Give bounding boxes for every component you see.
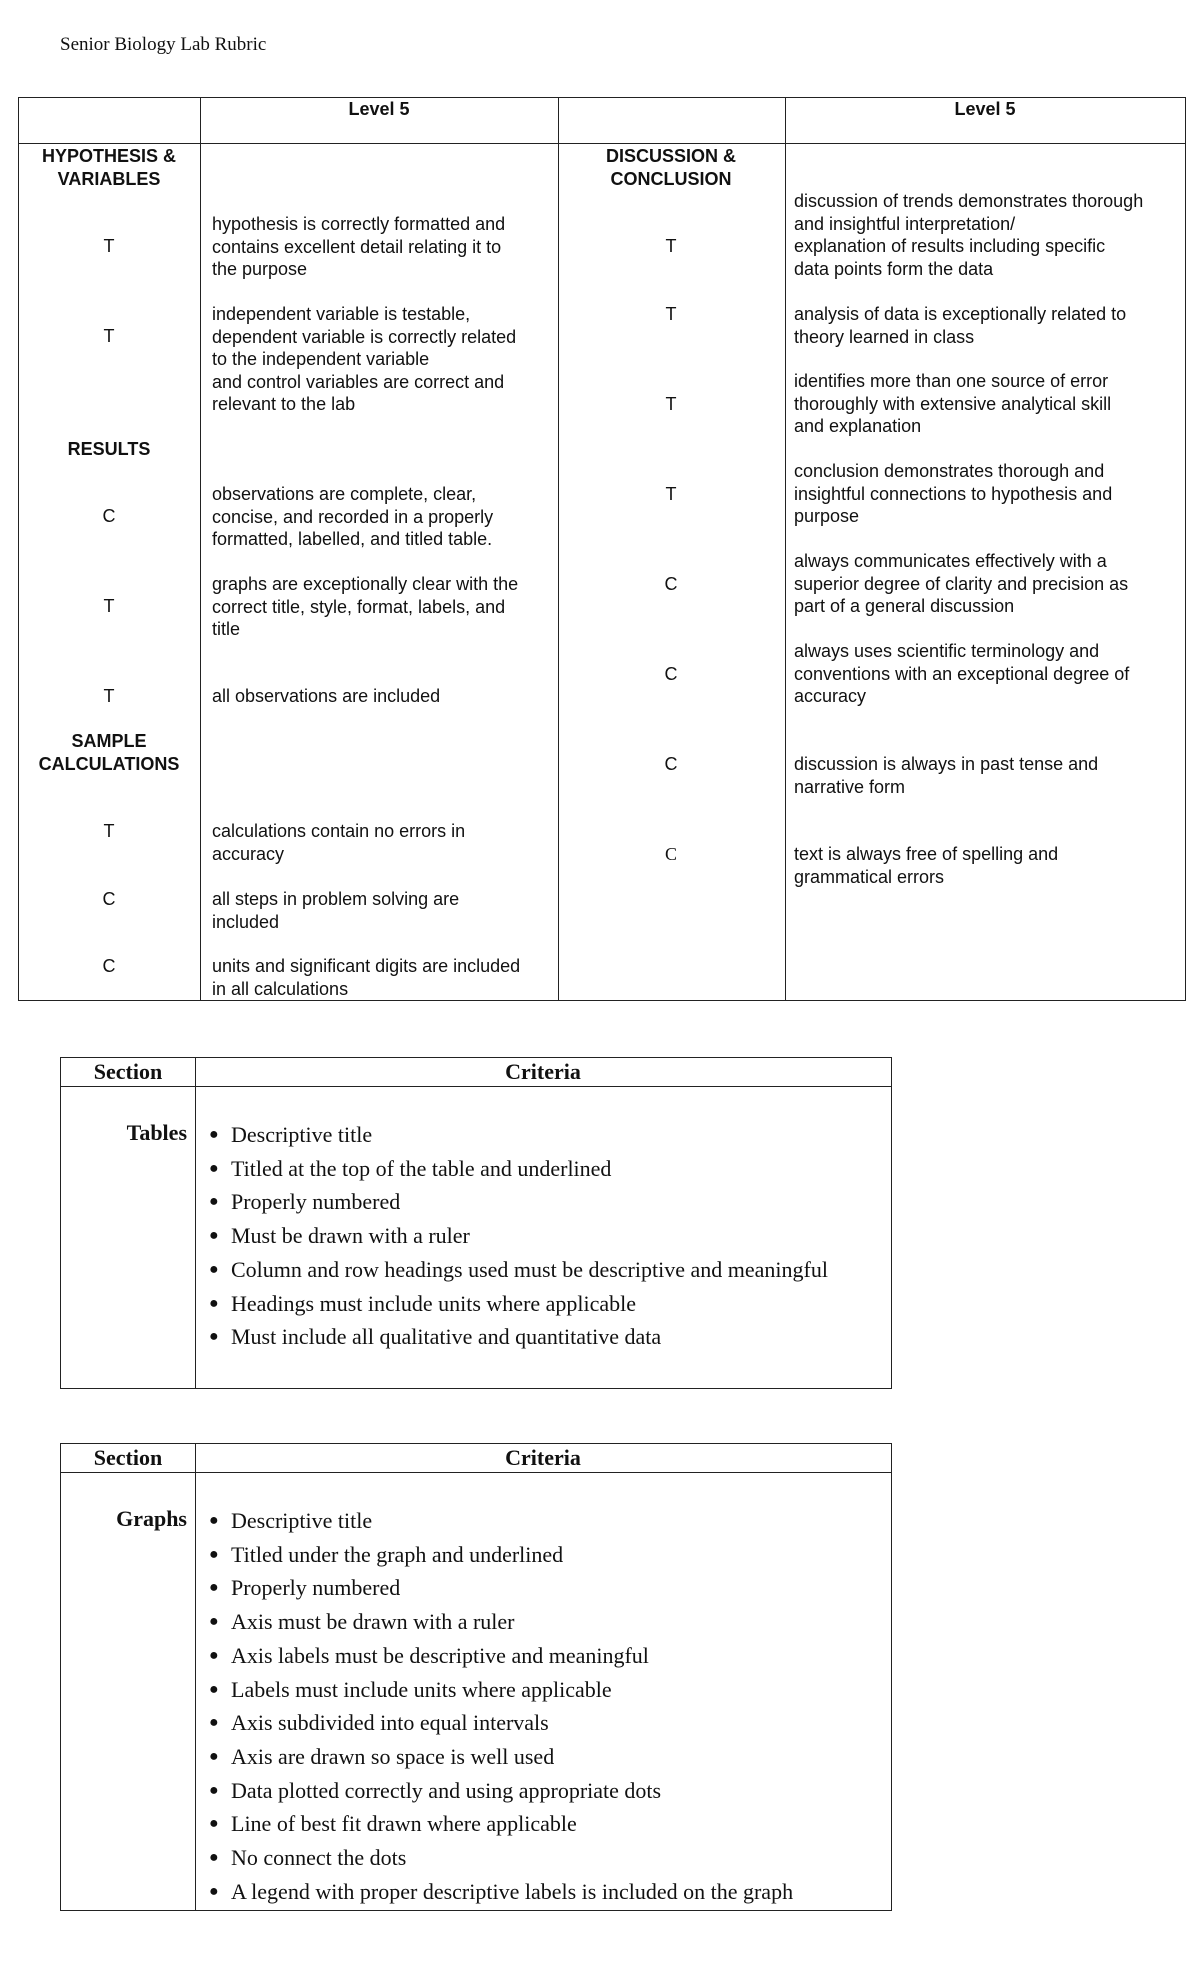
rubric-description <box>212 820 465 865</box>
rubric-code: T <box>665 236 677 256</box>
discussion-heading-text <box>558 145 784 190</box>
criteria-item-text: Properly numbered <box>231 1575 401 1601</box>
criteria-list <box>207 1118 828 1354</box>
text-line: accuracy <box>212 843 285 864</box>
text-line: insightful connections to hypothesis and <box>794 483 1113 504</box>
criteria-item <box>207 1740 793 1774</box>
column-header-criteria: Criteria <box>505 1059 581 1084</box>
bullet-icon: ● <box>209 1714 219 1732</box>
text-line: title <box>212 619 241 639</box>
rubric-description <box>794 843 1058 888</box>
criteria-item-text: Column and row headings used must be descriptive and meaningful <box>231 1256 828 1282</box>
bullet-icon: ● <box>209 1579 219 1597</box>
criteria-item-text: Axis labels must be descriptive and meaningful <box>231 1642 649 1668</box>
bullet-icon: ● <box>209 1747 219 1765</box>
criteria-header-divider <box>61 1472 891 1473</box>
bullet-icon: ● <box>209 1680 219 1698</box>
criteria-item <box>207 1152 828 1186</box>
rubric-code: T <box>103 821 115 841</box>
bullet-icon: ● <box>209 1294 219 1312</box>
criteria-item-text: Axis subdivided into equal intervals <box>231 1710 549 1736</box>
criteria-item-text: Line of best fit drawn where applicable <box>231 1811 577 1837</box>
rubric-description <box>212 213 505 281</box>
rubric-code: T <box>103 596 115 616</box>
text-line: grammatical errors <box>794 866 945 887</box>
rubric-code: T <box>665 484 677 504</box>
text-line: units and significant digits are included <box>212 956 521 976</box>
criteria-item <box>207 1219 828 1253</box>
text-line: discussion of trends demonstrates thorough <box>794 191 1144 211</box>
rubric-description <box>794 190 1143 280</box>
rubric-code: C <box>102 889 116 909</box>
criteria-item <box>207 1774 793 1808</box>
text-line: thoroughly with extensive analytical skill <box>794 393 1112 414</box>
text-line: narrative form <box>794 776 906 797</box>
rubric-code: C <box>664 754 678 774</box>
text-line: HYPOTHESIS & <box>41 146 177 166</box>
text-line: contains excellent detail relating it to <box>212 236 502 257</box>
graphs-criteria-table <box>60 1443 892 1911</box>
text-line: graphs are exceptionally clear with the <box>212 574 519 594</box>
criteria-item-text: Labels must include units where applicable <box>231 1676 612 1702</box>
rubric-code: T <box>103 326 115 346</box>
criteria-item-text: Descriptive title <box>231 1122 373 1147</box>
text-line: conventions with an exceptional degree of <box>794 663 1130 684</box>
criteria-item-text: Axis must be drawn with a ruler <box>231 1609 515 1635</box>
bullet-icon: ● <box>209 1815 219 1833</box>
criteria-divider <box>195 1058 196 1388</box>
text-line: formatted, labelled, and titled table. <box>212 529 493 549</box>
tables-criteria-table <box>60 1057 892 1389</box>
text-line: CONCLUSION <box>610 168 732 189</box>
rubric-code: T <box>665 304 677 324</box>
criteria-item-text: Properly numbered <box>231 1189 401 1215</box>
criteria-item-text: Headings must include units where applicable <box>231 1290 637 1316</box>
rubric-description <box>212 955 520 1000</box>
rubric-description <box>212 888 459 933</box>
rubric-description <box>794 753 1098 798</box>
rubric-header-divider <box>19 143 1185 144</box>
criteria-item <box>207 1118 828 1152</box>
text-line: relevant to the lab <box>212 394 356 414</box>
section-heading-results: RESULTS <box>67 439 151 459</box>
criteria-item <box>207 1673 793 1707</box>
bullet-icon: ● <box>209 1849 219 1867</box>
text-line: data points form the data <box>794 258 994 279</box>
text-line: VARIABLES <box>57 168 161 189</box>
text-line: correct title, style, format, labels, and <box>212 596 506 617</box>
criteria-item <box>207 1841 793 1875</box>
bullet-icon: ● <box>209 1545 219 1563</box>
rubric-code: C <box>664 574 678 594</box>
section-heading-hypothesis <box>19 145 199 190</box>
bullet-icon: ● <box>209 1328 219 1346</box>
bullet-icon: ● <box>209 1227 219 1245</box>
criteria-item-text: No connect the dots <box>231 1845 407 1871</box>
rubric-code: C <box>102 956 116 976</box>
column-header-section: Section <box>93 1445 163 1470</box>
bullet-icon: ● <box>209 1260 219 1278</box>
text-line: part of a general discussion <box>794 596 1015 616</box>
criteria-item-text: Descriptive title <box>231 1508 373 1533</box>
criteria-item <box>207 1639 793 1673</box>
column-header-section: Section <box>93 1059 163 1084</box>
text-line: theory learned in class <box>794 326 975 347</box>
text-line: identifies more than one source of error <box>794 371 1109 391</box>
level-label-left: Level 5 <box>348 99 410 119</box>
text-line: in all calculations <box>212 978 349 999</box>
criteria-item-text: Titled at the top of the table and underlined <box>231 1155 612 1181</box>
text-line: observations are complete, clear, <box>212 484 477 504</box>
rubric-description <box>794 550 1128 618</box>
section-heading-calculations <box>19 730 199 775</box>
criteria-item <box>207 1538 793 1572</box>
criteria-item-text: Must include all qualitative and quantitative data <box>231 1324 662 1350</box>
rubric-description <box>212 483 493 551</box>
bullet-icon: ● <box>209 1512 219 1529</box>
criteria-item <box>207 1185 828 1219</box>
criteria-item <box>207 1807 793 1841</box>
text-line: concise, and recorded in a properly <box>212 506 494 527</box>
text-line: calculations contain no errors in <box>212 821 466 841</box>
rubric-table <box>18 97 1186 1001</box>
text-line: and explanation <box>794 416 922 436</box>
bullet-icon: ● <box>209 1126 219 1143</box>
criteria-item <box>207 1287 828 1321</box>
criteria-item-text: Must be drawn with a ruler <box>231 1223 470 1249</box>
text-line: superior degree of clarity and precision as <box>794 573 1129 594</box>
rubric-code: T <box>103 236 115 256</box>
text-line: SAMPLE <box>71 731 147 751</box>
criteria-divider <box>195 1444 196 1910</box>
criteria-item-text: Axis are drawn so space is well used <box>231 1743 555 1769</box>
column-header-criteria: Criteria <box>505 1445 581 1470</box>
section-heading-discussion <box>558 145 784 190</box>
text-line: all steps in problem solving are <box>212 889 460 909</box>
rubric-code: T <box>665 394 677 414</box>
text-line: hypothesis is correctly formatted and <box>212 214 506 234</box>
rubric-description <box>794 303 1126 348</box>
rubric-description <box>212 573 518 641</box>
criteria-item <box>207 1605 793 1639</box>
text-line: accuracy <box>794 686 867 706</box>
text-line: purpose <box>794 506 860 526</box>
rubric-code: T <box>103 686 115 706</box>
rubric-description <box>794 370 1111 438</box>
bullet-icon: ● <box>209 1781 219 1799</box>
section-label-tables: Tables <box>126 1120 187 1145</box>
criteria-list <box>207 1504 793 1908</box>
text-line: independent variable is testable, <box>212 304 471 324</box>
criteria-item <box>207 1706 793 1740</box>
text-line: dependent variable is correctly related <box>212 326 517 347</box>
rubric-description <box>794 640 1129 708</box>
bullet-icon: ● <box>209 1613 219 1631</box>
page-header: Senior Biology Lab Rubric <box>60 34 267 55</box>
section-label-graphs: Graphs <box>116 1506 187 1531</box>
text-line: the purpose <box>212 259 308 279</box>
rubric-code: C <box>664 664 678 684</box>
rubric-description: all observations are included <box>212 686 441 706</box>
text-line: explanation of results including specific <box>794 236 1106 256</box>
bullet-icon: ● <box>209 1646 219 1664</box>
criteria-header-divider <box>61 1086 891 1087</box>
criteria-item <box>207 1875 793 1909</box>
bullet-icon: ● <box>209 1882 219 1900</box>
rubric-divider <box>200 98 201 1000</box>
text-line: discussion is always in past tense and <box>794 754 1099 774</box>
text-line: CALCULATIONS <box>38 753 180 774</box>
text-line: to the independent variable <box>212 349 430 369</box>
text-line: included <box>212 911 280 932</box>
bullet-icon: ● <box>209 1193 219 1211</box>
text-line: DISCUSSION & <box>605 146 737 166</box>
level-label-right: Level 5 <box>954 99 1016 119</box>
bullet-icon: ● <box>209 1159 219 1177</box>
rubric-description <box>212 303 516 416</box>
text-line: analysis of data is exceptionally related to <box>794 304 1127 324</box>
text-line: conclusion demonstrates thorough and <box>794 461 1105 481</box>
rubric-code: C <box>664 844 677 864</box>
criteria-item <box>207 1504 793 1538</box>
criteria-item-text: A legend with proper descriptive labels is included on the graph <box>231 1878 794 1904</box>
rubric-code: C <box>102 506 116 526</box>
text-line: and control variables are correct and <box>212 371 505 392</box>
criteria-item-text: Data plotted correctly and using appropriate dots <box>231 1777 662 1803</box>
rubric-description <box>794 460 1112 528</box>
text-line: and insightful interpretation/ <box>794 213 1016 234</box>
criteria-item <box>207 1571 793 1605</box>
text-line: always communicates effectively with a <box>794 551 1107 571</box>
text-line: text is always free of spelling and <box>794 844 1059 864</box>
criteria-item <box>207 1320 828 1354</box>
text-line: always uses scientific terminology and <box>794 641 1100 661</box>
rubric-divider <box>785 98 786 1000</box>
criteria-item <box>207 1253 828 1287</box>
criteria-item-text: Titled under the graph and underlined <box>231 1541 564 1567</box>
